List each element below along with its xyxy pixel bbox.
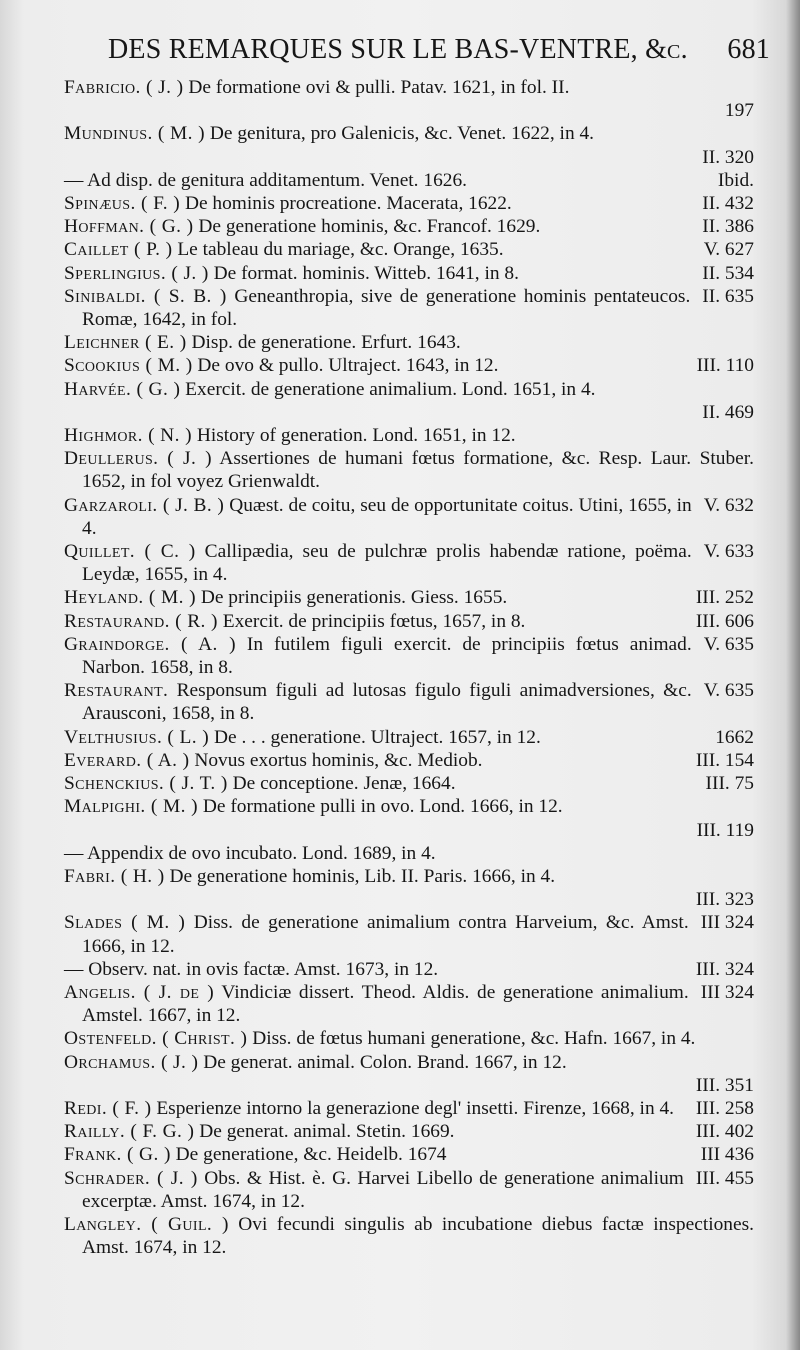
entry-author: Slades ( M. ) [64,912,186,934]
entry-text: De . . . generatione. Ultraject. 1657, in 12. [214,726,541,748]
entry-author: Langley. ( Guil. ) [64,1213,229,1235]
bibliography-entry [64,192,754,215]
entry-text: Esperienze intorno la generazione degl' insetti. Firenze, 1668, in 4. [156,1097,675,1119]
entry-reference: III. 606 [695,610,754,632]
entry-text: De conceptione. Jenæ, 1664. [232,773,456,795]
entry-author: Schenckius. ( J. T. ) [64,773,228,795]
entry-author: Mundinus. ( M. ) [64,123,206,145]
entry-text: Callipædia, seu de pulchræ prolis habendæ ratione, poëma. Leydæ, 1655, in 4. [82,541,692,586]
bibliography-entry [64,262,754,285]
entry-text: Obs. & Hist. è. G. Harvei Libello de generatione animalium excerptæ. Amst. 1674, in 12. [82,1167,684,1212]
entry-text: — Appendix de ovo incubato. Lond. 1689, in 4. [64,842,436,864]
entry-author: Fabricio. ( J. ) [64,77,184,98]
entry-author: Schrader. ( J. ) [64,1167,198,1189]
entry-text: Diss. de fœtus humani generatione, &c. Hafn. 1667, in 4. [252,1028,696,1050]
entry-author: Deullerus. ( J. ) [64,448,212,470]
entry-author: Frank. ( G. ) [64,1144,171,1166]
bibliography-entry [64,169,754,192]
entry-text: De principiis generationis. Giess. 1655. [200,587,508,609]
entry-text: De generatione hominis, &c. Francof. 1629. [198,216,541,238]
entry-text: De generatione, &c. Heidelb. 1674 [175,1144,447,1166]
entry-author: Redi. ( F. ) [64,1097,152,1119]
bibliography-entry [64,958,754,981]
entry-text: Exercit. de principiis fœtus, 1657, in 8. [222,610,526,632]
bibliography-list [64,76,754,1259]
bibliography-entry [64,540,754,586]
entry-reference: III. 455 [695,1167,754,1189]
entry-reference: V. 635 [703,680,754,702]
bibliography-entry [64,726,754,749]
entry-text: Vindiciæ dissert. Theod. Aldis. de generatione animalium. Amstel. 1667, in 12. [82,981,689,1027]
entry-author: Highmor. ( N. ) [64,425,192,447]
entry-reference: III. 258 [695,1097,754,1119]
entry-reference: III. 402 [695,1121,754,1143]
entry-author: Angelis. ( J. de ) [64,981,215,1003]
entry-text: De genitura, pro Galenicis, &c. Venet. 1622, in 4. [209,123,595,145]
entry-text: — Ad disp. de genitura additamentum. Venet. 1626. [64,169,468,191]
entry-text: History of generation. Lond. 1651, in 12. [196,425,516,447]
entry-author: Sinibaldi. ( S. B. ) [64,285,227,307]
bibliography-entry [64,122,754,168]
bibliography-entry [64,285,754,331]
entry-reference: III. 110 [696,355,754,377]
entry-reference: III 436 [700,1144,754,1166]
entry-author: Leichner ( E. ) [64,332,187,354]
entry-reference: III. 252 [695,587,754,609]
entry-author: Restaurand. ( R. ) [64,610,218,632]
entry-author: Spinæus. ( F. ) [64,193,181,215]
bibliography-entry [64,633,754,679]
entry-text: De format. hominis. Witteb. 1641, in 8. [213,262,519,284]
entry-text: Disp. de generatione. Erfurt. 1643. [191,332,461,354]
bibliography-entry [64,331,754,354]
entry-text: De generatione hominis, Lib. II. Paris. 1666, in 4. [169,865,556,887]
bibliography-entry [64,1027,754,1050]
entry-reference: II. 386 [702,216,754,238]
bibliography-entry [64,981,754,1027]
bibliography-entry [64,772,754,795]
entry-text: De ovo & pullo. Ultraject. 1643, in 12. [197,355,499,377]
entry-text: Assertiones de humani fœtus formatione, &c. Resp. Laur. Stuber. 1652, in fol voyez Grienwaldt. [82,448,754,493]
entry-reference: III. 324 [695,958,754,980]
entry-author: Orchamus. ( J. ) [64,1051,199,1073]
bibliography-entry [64,842,754,865]
entry-text: Ovi fecundi singulis ab incubatione diebus factæ inspectiones. Amst. 1674, in 12. [82,1213,754,1259]
entry-author: Hoffman. ( G. ) [64,216,194,238]
entry-text: Responsum figuli ad lutosas figulo figuli animadversiones, &c. Arausconi, 1658, in 8. [82,680,692,725]
entry-author: Caillet ( P. ) [64,239,173,261]
entry-reference: V. 627 [703,239,754,261]
entry-reference: Ibid. [717,169,754,191]
bibliography-entry [64,424,754,447]
entry-author: Ostenfeld. ( Christ. ) [64,1028,248,1050]
entry-reference-line: II. 320 [702,146,754,168]
entry-text: Exercit. de generatione animalium. Lond. 1651, in 4. [185,378,596,400]
entry-author: Malpighi. ( M. ) [64,796,199,818]
entry-text: Novus exortus hominis, &c. Mediob. [194,749,483,771]
entry-reference: II. 534 [702,262,754,284]
entry-text: De formatione ovi & pulli. Patav. 1621, in fol. II. [188,77,570,98]
entry-reference-line: III. 119 [696,819,754,841]
bibliography-entry [64,586,754,609]
bibliography-entry [64,1167,754,1213]
bibliography-entry [64,795,754,841]
entry-text: De formatione pulli in ovo. Lond. 1666, in 12. [202,796,563,818]
entry-text: De generat. animal. Stetin. 1669. [199,1121,455,1143]
entry-text: Le tableau du mariage, &c. Orange, 1635. [177,239,504,261]
entry-text: — Observ. nat. in ovis factæ. Amst. 1673, in 12. [64,958,439,980]
entry-author: Quillet. ( C. ) [64,541,196,563]
running-head [108,34,770,70]
bibliography-entry [64,1120,754,1143]
entry-author: Scookius ( M. ) [64,355,193,377]
entry-reference-line: 197 [724,100,754,122]
bibliography-entry [64,1051,754,1097]
bibliography-entry [64,1143,754,1166]
entry-text: De hominis procreatione. Macerata, 1622. [184,193,512,215]
entry-author: Sperlingius. ( J. ) [64,262,209,284]
entry-reference: V. 635 [703,633,754,655]
bibliography-entry [64,911,754,957]
entry-author: Graindorge. ( A. ) [64,633,236,655]
entry-reference: 1662 [715,726,754,748]
bibliography-entry [64,610,754,633]
bibliography-entry [64,378,754,424]
entry-reference: V. 633 [703,541,754,563]
entry-reference: II. 635 [702,285,754,307]
entry-reference-line: II. 469 [702,401,754,423]
page-gutter-shadow [786,0,800,1350]
entry-author: Garzaroli. ( J. B. ) [64,494,225,516]
bibliography-entry [64,749,754,772]
bibliography-entry [64,494,754,540]
bibliography-entry [64,1213,754,1259]
entry-reference: III. 75 [705,773,754,795]
entry-author: Harvée. ( G. ) [64,378,181,400]
entry-author: Railly. ( F. G. ) [64,1121,195,1143]
bibliography-entry [64,76,754,122]
entry-author: Restaurant. [64,680,169,702]
bibliography-entry [64,215,754,238]
entry-reference: III 324 [700,981,754,1003]
entry-reference: III. 154 [695,749,754,771]
entry-author: Everard. ( A. ) [64,749,190,771]
bibliography-entry [64,865,754,911]
entry-reference: V. 632 [703,494,754,516]
entry-author: Heyland. ( M. ) [64,587,196,609]
bibliography-entry [64,1097,754,1120]
bibliography-entry [64,238,754,261]
entry-reference: II. 432 [702,193,754,215]
entry-author: Velthusius. ( L. ) [64,726,210,748]
bibliography-entry [64,354,754,377]
entry-text: Diss. de generatione animalium contra Harveium, &c. Amst. 1666, in 12. [82,912,689,957]
entry-text: In futilem figuli exercit. de principiis fœtus animad. Narbon. 1658, in 8. [82,633,692,679]
page-number: 681 [727,34,770,65]
entry-text: Geneanthropia, sive de generatione hominis pentateucos. Romæ, 1642, in fol. [82,285,691,331]
running-head-title: DES REMARQUES SUR LE BAS-VENTRE, &c. [108,34,688,65]
bibliography-entry [64,447,754,493]
entry-author: Fabri. ( H. ) [64,865,165,887]
entry-reference-line: III. 323 [695,889,754,911]
entry-reference: III 324 [700,912,754,934]
entry-text: Quæst. de coitu, seu de opportunitate coitus. Utini, 1655, in 4. [82,494,692,539]
bibliography-entry [64,679,754,725]
entry-reference-line: III. 351 [695,1074,754,1096]
entry-text: De generat. animal. Colon. Brand. 1667, in 12. [203,1051,567,1073]
